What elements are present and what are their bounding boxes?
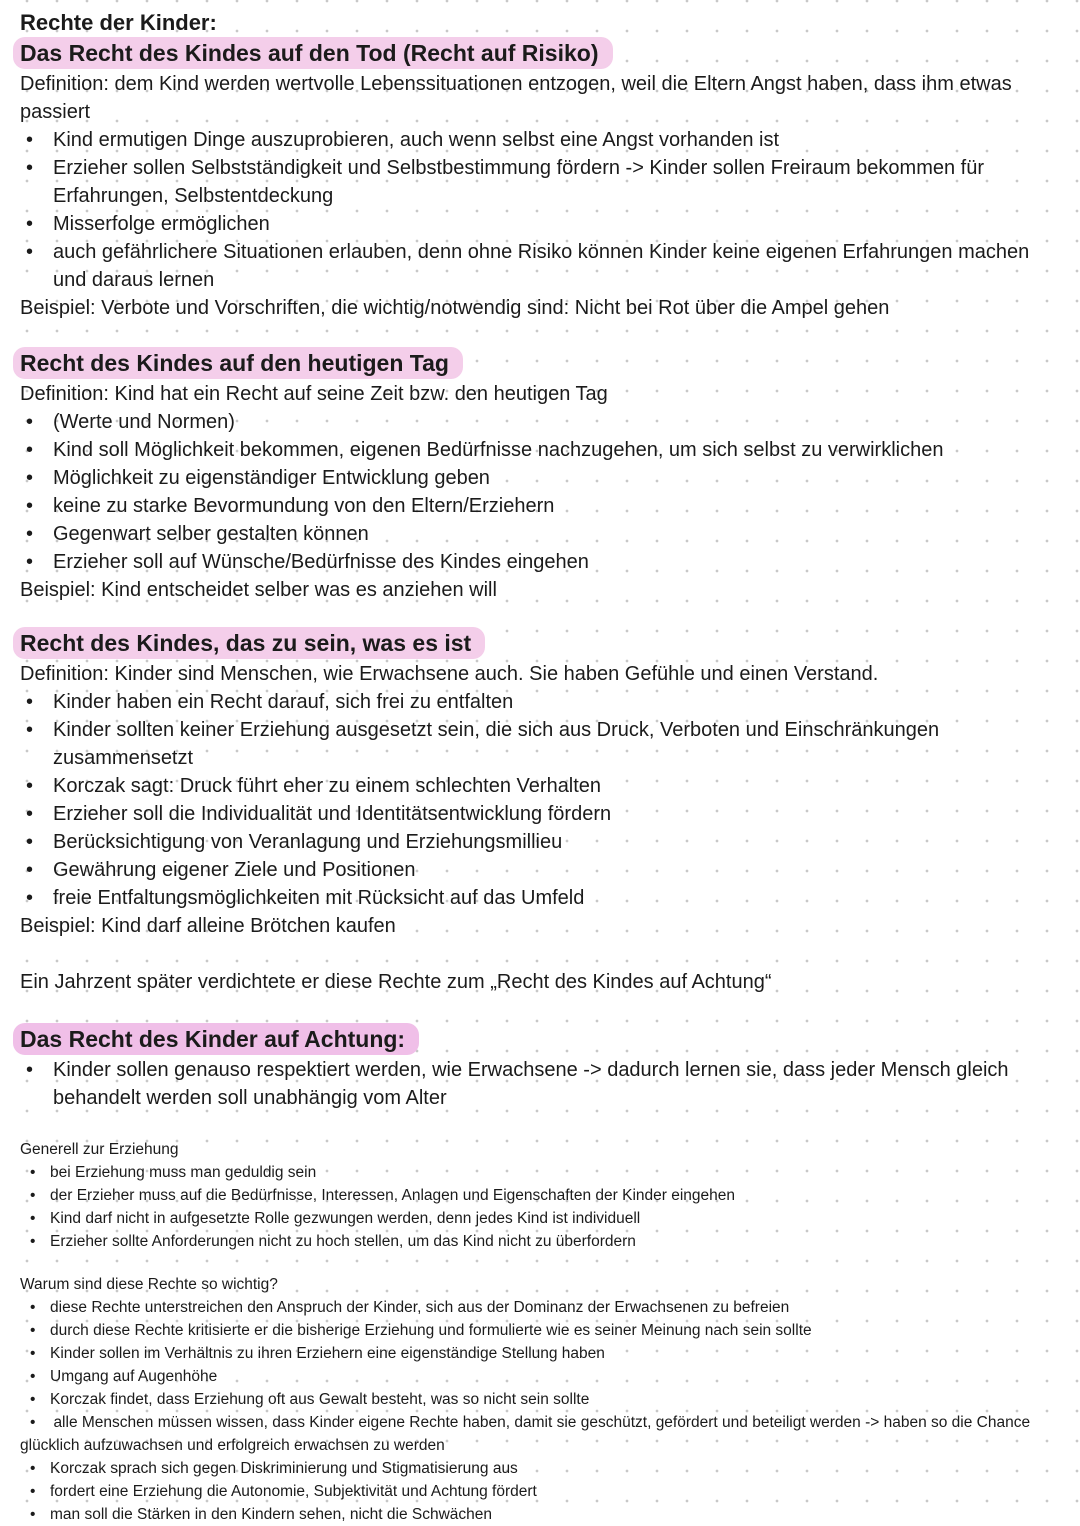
definition-text: Definition: Kinder sind Menschen, wie Erwachsene auch. Sie haben Gefühle und einen Verstand. (20, 663, 879, 685)
note-bullet-list (20, 1296, 1060, 1526)
list-item: • der Erzieher muss auf die Bedürfnisse, Interessen, Anlagen und Eigenschaften der Kinder eingehen (20, 1184, 1060, 1207)
note-bullet-list (20, 1161, 1060, 1253)
section-heading (20, 348, 1060, 378)
list-item: • keine zu starke Bevormundung von den Eltern/Erziehern (20, 492, 1060, 520)
list-item: • Gewährung eigener Ziele und Positionen (20, 856, 1060, 884)
list-item: • Korczak findet, dass Erziehung oft aus Gewalt besteht, was so nicht sein sollte (20, 1388, 1060, 1411)
list-item: • Korczak sprach sich gegen Diskriminierung und Stigmatisierung aus (20, 1457, 1060, 1480)
list-item: • Misserfolge ermöglichen (20, 210, 1060, 238)
list-item: • Möglichkeit zu eigenständiger Entwicklung geben (20, 464, 1060, 492)
bullet-list (20, 688, 1060, 912)
list-item: • fordert eine Erziehung die Autonomie, Subjektivität und Achtung fördert (20, 1480, 1060, 1503)
list-item: • Korczak sagt: Druck führt eher zu einem schlechten Verhalten (20, 772, 1060, 800)
highlighted-heading-text: Recht des Kindes auf den heutigen Tag (13, 347, 463, 379)
highlighted-heading-text: Das Recht des Kinder auf Achtung: (13, 1023, 419, 1055)
list-item: • bei Erziehung muss man geduldig sein (20, 1161, 1060, 1184)
definition-text: Definition: dem Kind werden wertvolle Lebenssituationen entzogen, weil die Eltern Angst haben, dass ihm etwas passiert (20, 73, 1012, 123)
list-item: • (Werte und Normen) (20, 408, 1060, 436)
list-item: • Kinder sollten keiner Erziehung ausgesetzt sein, die sich aus Druck, Verboten und Einschränkungen zusammensetzt (20, 716, 1060, 772)
list-item: • Berücksichtigung von Veranlagung und Erziehungsmillieu (20, 828, 1060, 856)
list-item: • alle Menschen müssen wissen, dass Kinder eigene Rechte haben, damit sie geschützt, gefördert und beteiligt werden -> haben so die Chance glücklich aufzuwachsen und erfolgreich erwachsen zu werden (20, 1411, 1060, 1457)
list-item: • durch diese Rechte kritisierte er die bisherige Erziehung und formulierte wie es seiner Meinung nach sein sollte (20, 1319, 1060, 1342)
bullet-list (20, 408, 1060, 576)
note-heading: Generell zur Erziehung (20, 1141, 179, 1158)
list-item: • Umgang auf Augenhöhe (20, 1365, 1060, 1388)
beispiel-text: Beispiel: Verbote und Vorschriften, die wichtig/notwendig sind: Nicht bei Rot über die Ampel gehen (20, 297, 890, 319)
list-item: • diese Rechte unterstreichen den Anspruch der Kinder, sich aus der Dominanz der Erwachsenen zu befreien (20, 1296, 1060, 1319)
note-warum-wichtig (20, 1273, 1060, 1526)
section-heading (20, 38, 1060, 68)
list-item: • Kinder sollen im Verhältnis zu ihren Erziehern eine eigenständige Stellung haben (20, 1342, 1060, 1365)
section-recht-auf-tod (20, 38, 1060, 322)
definition-text: Definition: Kind hat ein Recht auf seine Zeit bzw. den heutigen Tag (20, 383, 608, 405)
section-heading (20, 628, 1060, 658)
list-item: • Kind ermutigen Dinge auszuprobieren, auch wenn selbst eine Angst vorhanden ist (20, 126, 1060, 154)
list-item: • Kinder haben ein Recht darauf, sich frei zu entfalten (20, 688, 1060, 716)
list-item: • Erzieher soll auf Wünsche/Bedürfnisse des Kindes eingehen (20, 548, 1060, 576)
beispiel-text: Beispiel: Kind darf alleine Brötchen kaufen (20, 915, 396, 937)
list-item: • Erzieher sollte Anforderungen nicht zu hoch stellen, um das Kind nicht zu überfordern (20, 1230, 1060, 1253)
list-item: • man soll die Stärken in den Kindern sehen, nicht die Schwächen (20, 1503, 1060, 1526)
highlighted-heading-text: Das Recht des Kindes auf den Tod (Recht auf Risiko) (13, 37, 613, 69)
list-item: • Kinder sollen genauso respektiert werden, wie Erwachsene -> dadurch lernen sie, dass jeder Mensch gleich behandelt werden soll unabhängig vom Alter (20, 1056, 1060, 1112)
section-heading (20, 1024, 1060, 1054)
interlude-sentence: Ein Jahrzent später verdichtete er diese Rechte zum „Recht des Kindes auf Achtung“ (20, 971, 772, 993)
list-item: • Erzieher sollen Selbstständigkeit und Selbstbestimmung fördern -> Kinder sollen Freiraum bekommen für Erfahrungen, Selbstentdeckung (20, 154, 1060, 210)
bullet-list (20, 126, 1060, 294)
list-item: • auch gefährlichere Situationen erlauben, denn ohne Risiko können Kinder keine eigenen Erfahrungen machen und daraus lernen (20, 238, 1060, 294)
highlighted-heading-text: Recht des Kindes, das zu sein, was es ist (13, 627, 485, 659)
list-item: • Erzieher soll die Individualität und Identitätsentwicklung fördern (20, 800, 1060, 828)
section-heutiger-tag (20, 348, 1060, 604)
note-heading: Warum sind diese Rechte so wichtig? (20, 1276, 278, 1293)
list-item: • freie Entfaltungsmöglichkeiten mit Rücksicht auf das Umfeld (20, 884, 1060, 912)
bullet-list (20, 1056, 1060, 1112)
section-das-zu-sein (20, 628, 1060, 940)
beispiel-text: Beispiel: Kind entscheidet selber was es anziehen will (20, 579, 497, 601)
note-generell-zur-erziehung (20, 1138, 1060, 1253)
section-recht-auf-achtung (20, 1024, 1060, 1112)
list-item: • Gegenwart selber gestalten können (20, 520, 1060, 548)
list-item: • Kind soll Möglichkeit bekommen, eigenen Bedürfnisse nachzugehen, um sich selbst zu verwirklichen (20, 436, 1060, 464)
page-title: Rechte der Kinder: (20, 10, 217, 35)
list-item: • Kind darf nicht in aufgesetzte Rolle gezwungen werden, denn jedes Kind ist individuell (20, 1207, 1060, 1230)
